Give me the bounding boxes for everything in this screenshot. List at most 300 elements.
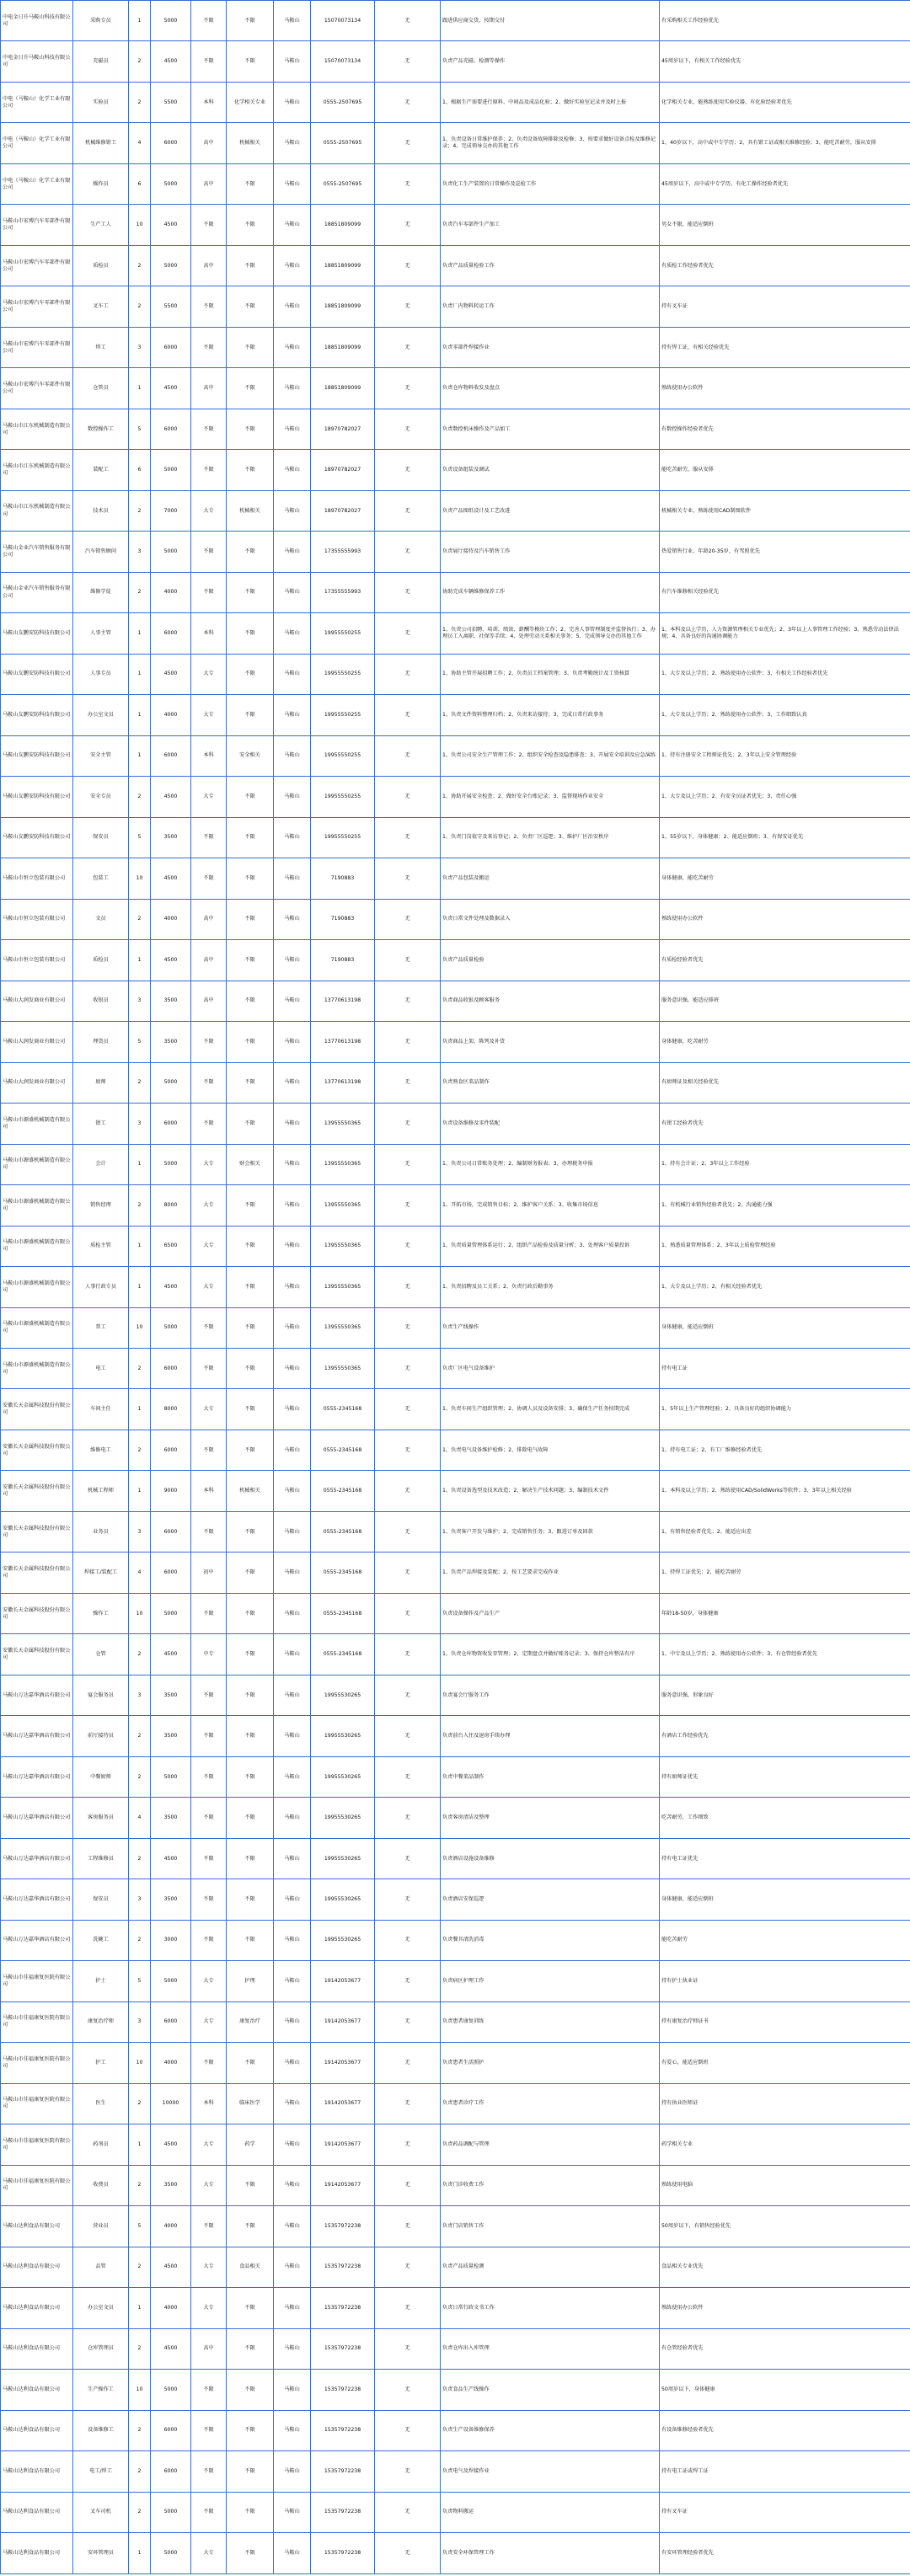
- email-cell: 无: [375, 1838, 441, 1879]
- location-cell: 马鞍山: [274, 205, 311, 245]
- company-cell: 安徽长天金属科技股份有限公司: [1, 1430, 73, 1470]
- phone-cell: 15357972238: [311, 2328, 375, 2369]
- education-cell: 不限: [191, 1756, 227, 1797]
- major-cell: 机械相关: [227, 123, 274, 163]
- major-cell: 不限: [227, 2043, 274, 2083]
- major-cell: 不限: [227, 1798, 274, 1838]
- requirement-cell: 1、40岁以下，高中或中专学历；2、具有钳工证或相关维修经验；3、能吃苦耐劳，服从安排: [660, 123, 910, 163]
- requirement-cell: 身体健康，能适应倒班: [660, 1879, 910, 1920]
- company-cell: 马鞍山金业汽车销售服务有限公司: [1, 572, 73, 612]
- position-cell: 叉车司机: [73, 2492, 129, 2532]
- salary-cell: 4000: [151, 695, 191, 735]
- company-cell: 马鞍山市源盛机械制造有限公司: [1, 1104, 73, 1144]
- table-row: [1, 1553, 910, 1593]
- duty-cell: 负责日常文件处理及数据录入: [441, 899, 660, 939]
- headcount-cell: 1: [129, 654, 151, 694]
- salary-cell: 6000: [151, 1348, 191, 1388]
- requirement-cell: 持有执业医师证: [660, 2083, 910, 2124]
- company-cell: 马鞍山达利食品有限公司: [1, 2247, 73, 2287]
- phone-cell: 19955530265: [311, 1838, 375, 1879]
- phone-cell: 17355555993: [311, 532, 375, 572]
- salary-cell: 5000: [151, 1, 191, 41]
- duty-cell: 负责商品上架、陈列及补货: [441, 1022, 660, 1062]
- location-cell: 马鞍山: [274, 1675, 311, 1715]
- location-cell: 马鞍山: [274, 2083, 311, 2124]
- salary-cell: 6000: [151, 1511, 191, 1552]
- position-cell: 操作工: [73, 1593, 129, 1633]
- headcount-cell: 2: [129, 1716, 151, 1756]
- company-cell: 马鞍山万达嘉华酒店有限公司: [1, 1756, 73, 1797]
- headcount-cell: 10: [129, 1307, 151, 1348]
- table-row: [1, 1185, 910, 1226]
- salary-cell: 6000: [151, 613, 191, 654]
- table-row: [1, 1511, 910, 1552]
- location-cell: 马鞍山: [274, 2165, 311, 2205]
- email-cell: 无: [375, 1593, 441, 1633]
- requirement-cell: 1、大专及以上学历；2、有安全员证者优先；3、责任心强: [660, 777, 910, 817]
- location-cell: 马鞍山: [274, 1593, 311, 1633]
- email-cell: 无: [375, 1062, 441, 1103]
- requirement-cell: 1、大专及以上学历；2、有相关经验者优先: [660, 1267, 910, 1307]
- salary-cell: 4500: [151, 1634, 191, 1675]
- table-row: [1, 1267, 910, 1307]
- location-cell: 马鞍山: [274, 2001, 311, 2042]
- company-cell: 安徽长天金属科技股份有限公司: [1, 1593, 73, 1633]
- duty-cell: 负责物料搬运: [441, 2492, 660, 2532]
- phone-cell: 18851809099: [311, 368, 375, 409]
- phone-cell: 19955530265: [311, 1716, 375, 1756]
- email-cell: 无: [375, 1756, 441, 1797]
- position-cell: 医生: [73, 2083, 129, 2124]
- education-cell: 不限: [191, 858, 227, 899]
- location-cell: 马鞍山: [274, 327, 311, 367]
- position-cell: 洗碗工: [73, 1920, 129, 1960]
- location-cell: 马鞍山: [274, 777, 311, 817]
- phone-cell: 7190883: [311, 858, 375, 899]
- headcount-cell: 2: [129, 1838, 151, 1879]
- salary-cell: 4500: [151, 2328, 191, 2369]
- email-cell: 无: [375, 817, 441, 858]
- table-row: [1, 163, 910, 204]
- duty-cell: 负责商品收银及顾客服务: [441, 981, 660, 1021]
- company-cell: 中电（马鞍山）化学工业有限公司: [1, 163, 73, 204]
- headcount-cell: 4: [129, 123, 151, 163]
- email-cell: 无: [375, 2043, 441, 2083]
- headcount-cell: 5: [129, 817, 151, 858]
- headcount-cell: 4: [129, 1553, 151, 1593]
- company-cell: 马鞍山金业汽车销售服务有限公司: [1, 532, 73, 572]
- position-cell: 销售经理: [73, 1185, 129, 1226]
- major-cell: 不限: [227, 1348, 274, 1388]
- location-cell: 马鞍山: [274, 2492, 311, 2532]
- company-cell: 马鞍山友鹏安防科技有限公司: [1, 817, 73, 858]
- phone-cell: 19142053677: [311, 2124, 375, 2165]
- headcount-cell: 10: [129, 858, 151, 899]
- headcount-cell: 1: [129, 735, 151, 776]
- phone-cell: 13955550365: [311, 1144, 375, 1184]
- email-cell: 无: [375, 1348, 441, 1388]
- salary-cell: 5000: [151, 1593, 191, 1633]
- salary-cell: 4500: [151, 1267, 191, 1307]
- salary-cell: 5500: [151, 82, 191, 122]
- education-cell: 高中: [191, 245, 227, 286]
- email-cell: 无: [375, 490, 441, 531]
- requirement-cell: 化学相关专业，能熟练使用实验仪器，有化验经验者优先: [660, 82, 910, 122]
- table-row: [1, 1226, 910, 1266]
- email-cell: 无: [375, 2247, 441, 2287]
- company-cell: 中电金日升马鞍山科技有限公司: [1, 41, 73, 82]
- salary-cell: 4500: [151, 777, 191, 817]
- table-row: [1, 286, 910, 327]
- position-cell: 中餐厨师: [73, 1756, 129, 1797]
- location-cell: 马鞍山: [274, 2206, 311, 2247]
- salary-cell: 5000: [151, 245, 191, 286]
- requirement-cell: 持有焊工证，有相关经验优先: [660, 327, 910, 367]
- education-cell: 不限: [191, 41, 227, 82]
- phone-cell: 18851809099: [311, 205, 375, 245]
- requirement-cell: 1、有销售经验者优先；2、能适应出差: [660, 1511, 910, 1552]
- phone-cell: 7190883: [311, 940, 375, 981]
- headcount-cell: 1: [129, 1144, 151, 1184]
- phone-cell: 0555-2507695: [311, 123, 375, 163]
- location-cell: 马鞍山: [274, 940, 311, 981]
- duty-cell: 负责中餐菜品制作: [441, 1756, 660, 1797]
- phone-cell: 19142053677: [311, 2165, 375, 2205]
- location-cell: 马鞍山: [274, 735, 311, 776]
- position-cell: 业务员: [73, 1511, 129, 1552]
- duty-cell: 负责患者康复训练: [441, 2001, 660, 2042]
- duty-cell: 负责产品充磁、检测等操作: [441, 41, 660, 82]
- requirement-cell: 年龄18-50岁，身体健康: [660, 1593, 910, 1633]
- requirement-cell: 50周岁以下，有销售经验优先: [660, 2206, 910, 2247]
- position-cell: 电工: [73, 1348, 129, 1388]
- table-row: [1, 1144, 910, 1184]
- position-cell: 护士: [73, 1961, 129, 2001]
- salary-cell: 3500: [151, 981, 191, 1021]
- phone-cell: 13955550365: [311, 1267, 375, 1307]
- duty-cell: 负责门店销售工作: [441, 2206, 660, 2247]
- requirement-cell: 有质检工作经验者优先: [660, 245, 910, 286]
- salary-cell: 5000: [151, 1961, 191, 2001]
- email-cell: 无: [375, 654, 441, 694]
- position-cell: 人事行政专员: [73, 1267, 129, 1307]
- education-cell: 大专: [191, 2001, 227, 2042]
- duty-cell: 1、负责公司招聘、培训、绩效、薪酬等模块工作；2、完善人事管理制度并监督执行；3、办理员工入离职、社保等手续；4、处理劳动关系相关事务；5、完成领导交办的其他工作: [441, 613, 660, 654]
- table-row: [1, 2370, 910, 2410]
- position-cell: 普工: [73, 1307, 129, 1348]
- email-cell: 无: [375, 1634, 441, 1675]
- headcount-cell: 3: [129, 1104, 151, 1144]
- education-cell: 不限: [191, 817, 227, 858]
- phone-cell: 15357972238: [311, 2410, 375, 2450]
- education-cell: 不限: [191, 572, 227, 612]
- headcount-cell: 10: [129, 2370, 151, 2410]
- location-cell: 马鞍山: [274, 1226, 311, 1266]
- duty-cell: 跟进供应商交货，按期交付: [441, 1, 660, 41]
- location-cell: 马鞍山: [274, 1389, 311, 1430]
- education-cell: 大专: [191, 2533, 227, 2573]
- major-cell: 不限: [227, 1307, 274, 1348]
- education-cell: 本科: [191, 2083, 227, 2124]
- position-cell: 营业员: [73, 2206, 129, 2247]
- company-cell: 马鞍山市江东机械制造有限公司: [1, 450, 73, 490]
- major-cell: 不限: [227, 1879, 274, 1920]
- location-cell: 马鞍山: [274, 1307, 311, 1348]
- duty-cell: 负责厂内物料转运工作: [441, 286, 660, 327]
- major-cell: 不限: [227, 2288, 274, 2328]
- requirement-cell: 有设备维修经验者优先: [660, 2410, 910, 2450]
- email-cell: 无: [375, 1185, 441, 1226]
- headcount-cell: 1: [129, 2533, 151, 2573]
- location-cell: 马鞍山: [274, 1634, 311, 1675]
- headcount-cell: 1: [129, 1, 151, 41]
- education-cell: 不限: [191, 2410, 227, 2450]
- duty-cell: 负责化工生产装置的日常操作及巡检工作: [441, 163, 660, 204]
- major-cell: 不限: [227, 1022, 274, 1062]
- headcount-cell: 2: [129, 899, 151, 939]
- table-row: [1, 1798, 910, 1838]
- phone-cell: 19142053677: [311, 2083, 375, 2124]
- major-cell: 不限: [227, 532, 274, 572]
- table-row: [1, 981, 910, 1021]
- salary-cell: 4500: [151, 205, 191, 245]
- phone-cell: 0555-2345168: [311, 1553, 375, 1593]
- requirement-cell: 有安环管理经验者优先: [660, 2533, 910, 2573]
- requirement-cell: 1、本科及以上学历，人力资源管理相关专业优先；2、3年以上人事管理工作经验；3、熟悉劳动法律法规；4、具备良好的沟通协调能力: [660, 613, 910, 654]
- email-cell: 无: [375, 777, 441, 817]
- position-cell: 理货员: [73, 1022, 129, 1062]
- education-cell: 大专: [191, 2165, 227, 2205]
- table-body: [1, 1, 910, 2574]
- requirement-cell: 熟练使用办公软件: [660, 368, 910, 409]
- company-cell: 安徽长天金属科技股份有限公司: [1, 1471, 73, 1511]
- table-row: [1, 654, 910, 694]
- headcount-cell: 3: [129, 2001, 151, 2042]
- table-row: [1, 1634, 910, 1675]
- requirement-cell: 熟练使用办公软件: [660, 2288, 910, 2328]
- headcount-cell: 2: [129, 286, 151, 327]
- salary-cell: 6000: [151, 2410, 191, 2450]
- phone-cell: 18970782027: [311, 409, 375, 449]
- headcount-cell: 2: [129, 1756, 151, 1797]
- major-cell: 化学相关专业: [227, 82, 274, 122]
- email-cell: 无: [375, 2124, 441, 2165]
- education-cell: 不限: [191, 2043, 227, 2083]
- education-cell: 不限: [191, 2370, 227, 2410]
- education-cell: 高中: [191, 368, 227, 409]
- phone-cell: 15357972238: [311, 2288, 375, 2328]
- company-cell: 马鞍山市宏博汽车零部件有限公司: [1, 368, 73, 409]
- requirement-cell: 持有叉车证: [660, 2492, 910, 2532]
- duty-cell: 1、负责质量管理体系运行；2、组织产品检验及质量分析；3、处理客户质量投诉: [441, 1226, 660, 1266]
- major-cell: 不限: [227, 245, 274, 286]
- duty-cell: 负责零部件焊接作业: [441, 327, 660, 367]
- company-cell: 马鞍山万达嘉华酒店有限公司: [1, 1920, 73, 1960]
- phone-cell: 13955550365: [311, 1185, 375, 1226]
- duty-cell: 负责设备维修及零件装配: [441, 1104, 660, 1144]
- phone-cell: 19142053677: [311, 2043, 375, 2083]
- education-cell: 不限: [191, 409, 227, 449]
- company-cell: 中电（马鞍山）化学工业有限公司: [1, 82, 73, 122]
- position-cell: 护工: [73, 2043, 129, 2083]
- location-cell: 马鞍山: [274, 2043, 311, 2083]
- salary-cell: 4000: [151, 2288, 191, 2328]
- table-row: [1, 41, 910, 82]
- phone-cell: 0555-2345168: [311, 1389, 375, 1430]
- location-cell: 马鞍山: [274, 613, 311, 654]
- education-cell: 大专: [191, 1389, 227, 1430]
- email-cell: 无: [375, 163, 441, 204]
- headcount-cell: 2: [129, 82, 151, 122]
- table-row: [1, 490, 910, 531]
- duty-cell: 1、负责招聘及员工关系；2、负责行政后勤事务: [441, 1267, 660, 1307]
- education-cell: 大专: [191, 1144, 227, 1184]
- salary-cell: 5000: [151, 1756, 191, 1797]
- headcount-cell: 1: [129, 1471, 151, 1511]
- requirement-cell: 1、5年以上生产管理经验；2、具备良好的组织协调能力: [660, 1389, 910, 1430]
- duty-cell: 负责产品图纸设计及工艺改进: [441, 490, 660, 531]
- education-cell: 不限: [191, 532, 227, 572]
- education-cell: 不限: [191, 1104, 227, 1144]
- headcount-cell: 2: [129, 41, 151, 82]
- location-cell: 马鞍山: [274, 123, 311, 163]
- major-cell: 不限: [227, 2328, 274, 2369]
- major-cell: 财会相关: [227, 1144, 274, 1184]
- duty-cell: 负责患者诊疗工作: [441, 2083, 660, 2124]
- phone-cell: 0555-2345168: [311, 1430, 375, 1470]
- email-cell: 无: [375, 1104, 441, 1144]
- duty-cell: 负责产品包装及搬运: [441, 858, 660, 899]
- requirement-cell: 50周岁以下，身体健康: [660, 2370, 910, 2410]
- major-cell: 不限: [227, 981, 274, 1021]
- position-cell: 收银员: [73, 981, 129, 1021]
- company-cell: 马鞍山达利食品有限公司: [1, 2451, 73, 2492]
- salary-cell: 5000: [151, 1307, 191, 1348]
- requirement-cell: 持有电工证: [660, 1348, 910, 1388]
- headcount-cell: 1: [129, 613, 151, 654]
- position-cell: 汽车销售顾问: [73, 532, 129, 572]
- location-cell: 马鞍山: [274, 1961, 311, 2001]
- requirement-cell: 身体健康，能吃苦耐劳: [660, 858, 910, 899]
- education-cell: 不限: [191, 1838, 227, 1879]
- salary-cell: 3500: [151, 2165, 191, 2205]
- education-cell: 大专: [191, 654, 227, 694]
- position-cell: 操作员: [73, 163, 129, 204]
- location-cell: 马鞍山: [274, 1716, 311, 1756]
- email-cell: 无: [375, 1471, 441, 1511]
- email-cell: 无: [375, 2410, 441, 2450]
- location-cell: 马鞍山: [274, 163, 311, 204]
- position-cell: 技术员: [73, 490, 129, 531]
- salary-cell: 4500: [151, 940, 191, 981]
- major-cell: 不限: [227, 1, 274, 41]
- education-cell: 高中: [191, 899, 227, 939]
- company-cell: 马鞍山万达嘉华酒店有限公司: [1, 1716, 73, 1756]
- duty-cell: 负责产品质量检验工作: [441, 245, 660, 286]
- requirement-cell: 熟练使用办公软件: [660, 899, 910, 939]
- salary-cell: 4000: [151, 899, 191, 939]
- major-cell: 不限: [227, 163, 274, 204]
- location-cell: 马鞍山: [274, 858, 311, 899]
- education-cell: 不限: [191, 1593, 227, 1633]
- position-cell: 生产工人: [73, 205, 129, 245]
- table-row: [1, 2410, 910, 2450]
- duty-cell: 1、负责门岗值守及来访登记；2、负责厂区巡逻；3、维护厂区治安秩序: [441, 817, 660, 858]
- table-row: [1, 2165, 910, 2205]
- table-row: [1, 368, 910, 409]
- major-cell: 不限: [227, 695, 274, 735]
- requirement-cell: 有爱心，能适应倒班: [660, 2043, 910, 2083]
- phone-cell: 0555-2345168: [311, 1634, 375, 1675]
- company-cell: 马鞍山市宏博汽车零部件有限公司: [1, 327, 73, 367]
- education-cell: 大专: [191, 1185, 227, 1226]
- requirement-cell: 有厨师证及相关经验优先: [660, 1062, 910, 1103]
- duty-cell: 负责安全环保管理工作: [441, 2533, 660, 2573]
- email-cell: 无: [375, 2083, 441, 2124]
- duty-cell: 负责食品生产线操作: [441, 2370, 660, 2410]
- requirement-cell: 持有叉车证: [660, 286, 910, 327]
- company-cell: 马鞍山市宏博汽车零部件有限公司: [1, 205, 73, 245]
- location-cell: 马鞍山: [274, 1511, 311, 1552]
- company-cell: 马鞍山达利食品有限公司: [1, 2288, 73, 2328]
- major-cell: 不限: [227, 327, 274, 367]
- major-cell: 不限: [227, 777, 274, 817]
- company-cell: 马鞍山市江东机械制造有限公司: [1, 490, 73, 531]
- education-cell: 不限: [191, 1022, 227, 1062]
- table-row: [1, 1879, 910, 1920]
- major-cell: 安全相关: [227, 735, 274, 776]
- company-cell: 马鞍山市佳福康复医院有限公司: [1, 2043, 73, 2083]
- phone-cell: 13955550365: [311, 1307, 375, 1348]
- headcount-cell: 3: [129, 327, 151, 367]
- salary-cell: 6000: [151, 2451, 191, 2492]
- major-cell: 康复治疗: [227, 2001, 274, 2042]
- phone-cell: 19955530265: [311, 1675, 375, 1715]
- salary-cell: 4500: [151, 2124, 191, 2165]
- table-row: [1, 1022, 910, 1062]
- position-cell: 收费员: [73, 2165, 129, 2205]
- major-cell: 不限: [227, 1430, 274, 1470]
- salary-cell: 4500: [151, 654, 191, 694]
- salary-cell: 5000: [151, 2370, 191, 2410]
- education-cell: 不限: [191, 450, 227, 490]
- company-cell: 马鞍山大润发商业有限公司: [1, 981, 73, 1021]
- email-cell: 无: [375, 613, 441, 654]
- position-cell: 机械维修钳工: [73, 123, 129, 163]
- duty-cell: 负责电气及焊接作业: [441, 2451, 660, 2492]
- position-cell: 品管: [73, 2247, 129, 2287]
- company-cell: 中电（马鞍山）化学工业有限公司: [1, 123, 73, 163]
- salary-cell: 6000: [151, 2001, 191, 2042]
- education-cell: 大专: [191, 1961, 227, 2001]
- table-row: [1, 450, 910, 490]
- headcount-cell: 5: [129, 409, 151, 449]
- headcount-cell: 2: [129, 2083, 151, 2124]
- requirement-cell: 持有电工证或焊工证: [660, 2451, 910, 2492]
- email-cell: 无: [375, 41, 441, 82]
- duty-cell: 1、开拓市场，完成销售目标；2、维护客户关系；3、收集市场信息: [441, 1185, 660, 1226]
- major-cell: 不限: [227, 572, 274, 612]
- company-cell: 马鞍山达利食品有限公司: [1, 2533, 73, 2573]
- position-cell: 设备维修工: [73, 2410, 129, 2450]
- email-cell: 无: [375, 368, 441, 409]
- table-row: [1, 2492, 910, 2532]
- company-cell: 安徽长天金属科技股份有限公司: [1, 1553, 73, 1593]
- table-row: [1, 2247, 910, 2287]
- position-cell: 会计: [73, 1144, 129, 1184]
- table-row: [1, 327, 910, 367]
- phone-cell: 19142053677: [311, 1961, 375, 2001]
